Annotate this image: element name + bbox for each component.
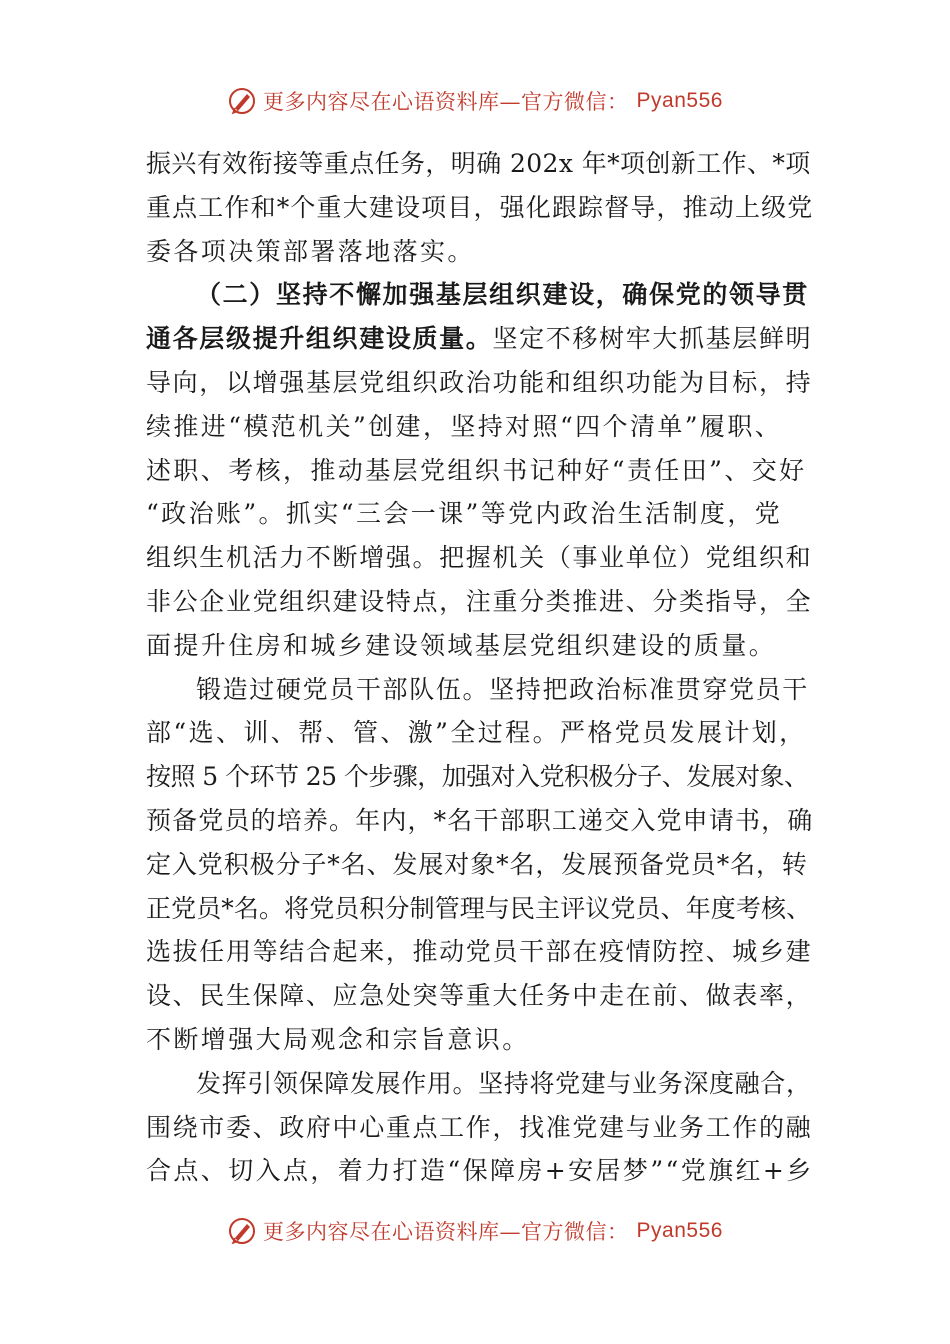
text-line: 部“选、训、帮、管、激”全过程。严格党员发展计划， [146,718,807,748]
pen-logo-icon [227,1216,257,1246]
pen-logo-icon [227,86,257,116]
text-span: 坚定不移树牢大抓基层鲜明 [492,324,813,354]
footer-watermark [0,1216,950,1246]
text-line: 设、民生保障、应急处突等重大任务中走在前、做表率， [146,981,813,1011]
text-line: 振兴有效衔接等重点任务，明确 202x 年*项创新工作、*项 [146,149,811,178]
paragraph-start: 锻造过硬党员干部队伍。坚持把政治标准贯穿党员干 [196,674,809,704]
text-line: 按照 5 个环节 25 个步骤，加强对入党积极分子、发展对象、 [146,762,809,792]
text-line: “政治账”。抓实“三会一课”等党内政治生活制度，党 [146,499,783,529]
text-line: 续推进“模范机关”创建，坚持对照“四个清单”履职、 [146,411,783,441]
text-line: 非公企业党组织建设特点，注重分类推进、分类指导，全 [146,586,813,616]
text-line: 组织生机活力不断增强。把握机关（事业单位）党组织和 [146,543,813,573]
text-line: 面提升住房和城乡建设领域基层党组织建设的质量。 [146,630,777,660]
paragraph-start: 发挥引领保障发展作用。坚持将党建与业务深度融合， [196,1068,812,1098]
header-watermark [0,86,950,116]
text-line [146,317,814,361]
section-heading-continued: 通各层级提升组织建设质量。 [146,324,493,354]
watermark-text: 更多内容尽在心语资料库—官方微信： [263,90,629,114]
section-heading: （二）坚持不懈加强基层组织建设，确保党的领导贯 [196,280,809,310]
text-line: 选拔任用等结合起来，推动党员干部在疫情防控、城乡建 [146,937,813,967]
text-line: 正党员*名。将党员积分制管理与民主评议党员、年度考核、 [146,893,812,923]
text-line: 述职、考核，推动基层党组织书记种好“责任田”、交好 [146,455,807,485]
text-line: 定入党积极分子*名、发展对象*名，发展预备党员*名，转 [146,849,808,879]
watermark-text: 更多内容尽在心语资料库—官方微信： [263,1220,629,1244]
watermark-wechat-id: Pyan556 [636,1219,723,1242]
text-line: 不断增强大局观念和宗旨意识。 [146,1024,530,1054]
text-line: 导向，以增强基层党组织政治功能和组织功能为目标，持 [146,367,813,397]
document-body [146,142,814,1193]
text-line: 合点、切入点，着力打造“保障房+安居梦”“党旗红+乡 [146,1156,814,1186]
text-line: 重点工作和*个重大建设项目，强化跟踪督导，推动上级党 [146,192,814,222]
text-line: 委各项决策部署落地落实。 [146,236,475,266]
text-line: 围绕市委、政府中心重点工作，找准党建与业务工作的融 [146,1112,813,1142]
text-line: 预备党员的培养。年内，*名干部职工递交入党申请书，确 [146,805,814,835]
watermark-wechat-id: Pyan556 [636,89,723,112]
